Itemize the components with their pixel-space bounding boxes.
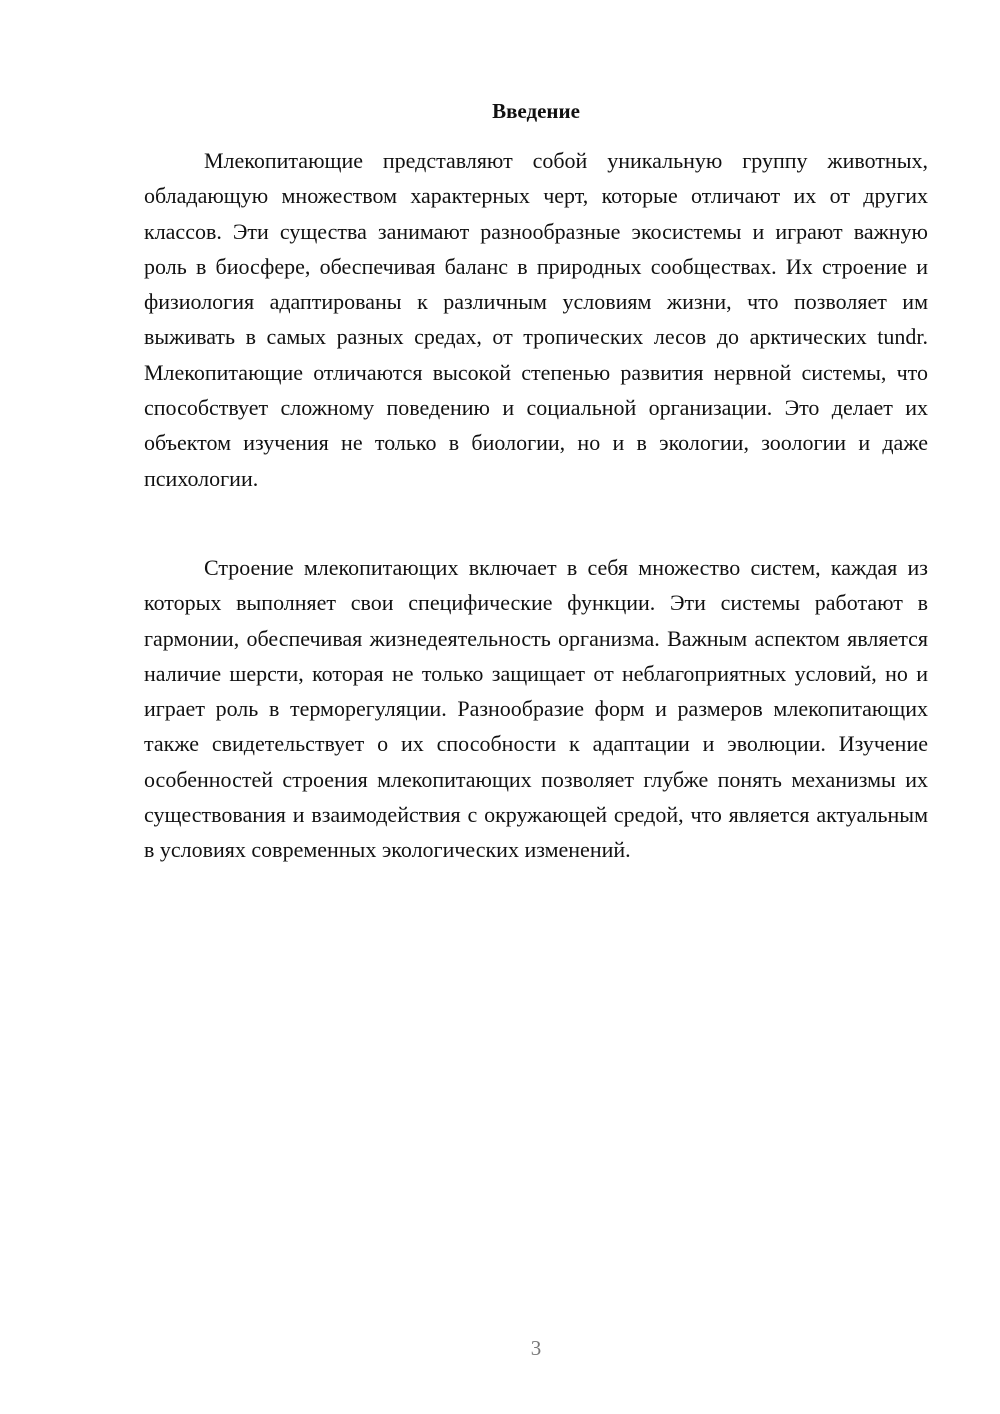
page-number: 3 xyxy=(530,1336,542,1360)
paragraph-structure: Строение млекопитающих включает в себя множество систем, каждая из которых выполняет свои специфические функции. Эти системы работают в гармонии, обеспечивая жизнедеятельность организма. Важным аспектом является наличие шерсти, которая не только защищает от неблагоприятных условий, но и играет роль в терморегуляции. Разнообразие форм и размеров млекопитающих также свидетельствует о их способности к адаптации и эволюции. Изучение особенностей строения млекопитающих позволяет глубже понять механизмы их существования и взаимодействия с окружающей средой, что является актуальным в условиях современных экологических изменений. xyxy=(144,555,928,863)
paragraph-intro: Млекопитающие представляют собой уникальную группу животных, обладающую множеством характерных черт, которые отличают их от других классов. Эти существа занимают разнообразные экосистемы и играют важную роль в биосфере, обеспечивая баланс в природных сообществах. Их строение и физиология адаптированы к различным условиям жизни, что позволяет им выживать в самых разных средах, от тропических лесов до арктических tundr. Млекопитающие отличаются высокой степенью развития нервной системы, что способствует сложному поведению и социальной организации. Это делает их объектом изучения не только в биологии, но и в экологии, зоологии и даже психологии. xyxy=(144,148,928,491)
section-title: Введение xyxy=(492,99,580,123)
